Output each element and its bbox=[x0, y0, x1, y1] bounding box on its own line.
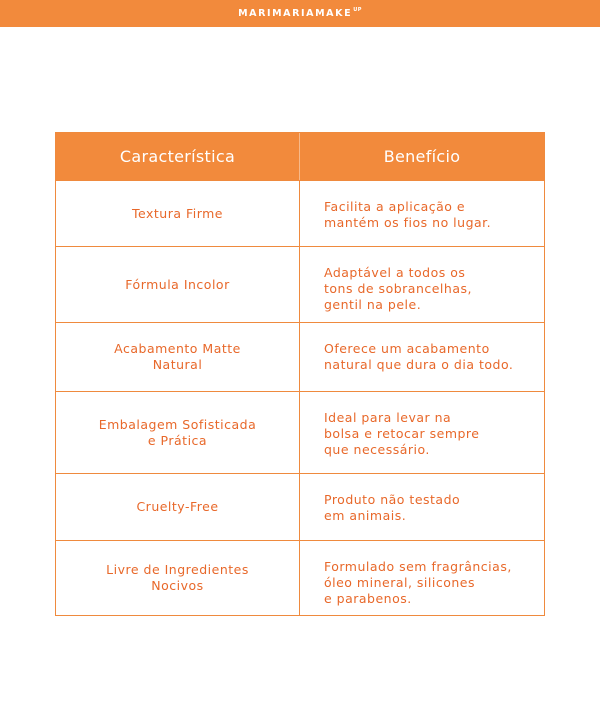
benefit-cell bbox=[300, 323, 544, 391]
table-header bbox=[56, 133, 544, 180]
benefit-text: Facilita a aplicação e bbox=[324, 199, 466, 214]
benefit-text: bolsa e retocar sempre bbox=[324, 426, 480, 441]
feature-text: Natural bbox=[152, 357, 203, 372]
comparison-table bbox=[55, 132, 545, 616]
table-row bbox=[56, 246, 544, 322]
benefit-text: Oferece um acabamento bbox=[324, 341, 490, 356]
feature-text: Fórmula Incolor bbox=[125, 276, 230, 292]
benefit-cell bbox=[300, 181, 544, 246]
feature-text: e Prática bbox=[147, 432, 208, 448]
table-row bbox=[56, 473, 544, 540]
table-row bbox=[56, 391, 544, 473]
feature-cell bbox=[56, 474, 300, 540]
benefit-text: que necessário. bbox=[324, 442, 430, 457]
feature-cell bbox=[56, 392, 300, 473]
table-row bbox=[56, 180, 544, 246]
feature-text: Embalagem Sofisticada bbox=[98, 416, 257, 432]
benefit-cell bbox=[300, 392, 544, 473]
benefit-text: óleo mineral, silicones bbox=[324, 575, 475, 590]
table-row bbox=[56, 540, 544, 615]
feature-cell bbox=[56, 247, 300, 322]
brand-superscript: UP bbox=[353, 6, 362, 13]
feature-text: Textura Firme bbox=[131, 205, 223, 221]
column-header-feature: Característica bbox=[56, 133, 300, 180]
feature-cell bbox=[56, 181, 300, 246]
brand-name: MARIMARIAMAKE bbox=[238, 8, 353, 20]
benefit-text: Ideal para levar na bbox=[324, 410, 452, 425]
feature-text: Nocivos bbox=[151, 578, 204, 593]
benefit-text: mantém os fios no lugar. bbox=[324, 215, 492, 230]
feature-text: Acabamento Matte bbox=[114, 341, 241, 356]
benefit-text: Produto não testado bbox=[324, 492, 461, 507]
top-banner bbox=[0, 0, 600, 27]
table-row bbox=[56, 322, 544, 391]
benefit-cell bbox=[300, 247, 544, 322]
feature-text: Livre de Ingredientes bbox=[106, 562, 249, 577]
benefit-cell bbox=[300, 474, 544, 540]
feature-cell bbox=[56, 323, 300, 391]
benefit-text: gentil na pele. bbox=[324, 297, 422, 312]
column-header-benefit: Benefício bbox=[383, 147, 461, 166]
benefit-text: e parabenos. bbox=[324, 591, 412, 606]
benefit-text: tons de sobrancelhas, bbox=[324, 281, 472, 296]
feature-cell bbox=[56, 541, 300, 615]
benefit-text: Adaptável a todos os bbox=[324, 265, 466, 280]
benefit-text: Formulado sem fragrâncias, bbox=[324, 559, 512, 574]
benefit-text: natural que dura o dia todo. bbox=[324, 357, 514, 372]
brand-logo bbox=[238, 8, 362, 19]
benefit-cell bbox=[300, 541, 544, 615]
benefit-text: em animais. bbox=[324, 508, 407, 523]
feature-text: Cruelty-Free bbox=[136, 499, 219, 514]
